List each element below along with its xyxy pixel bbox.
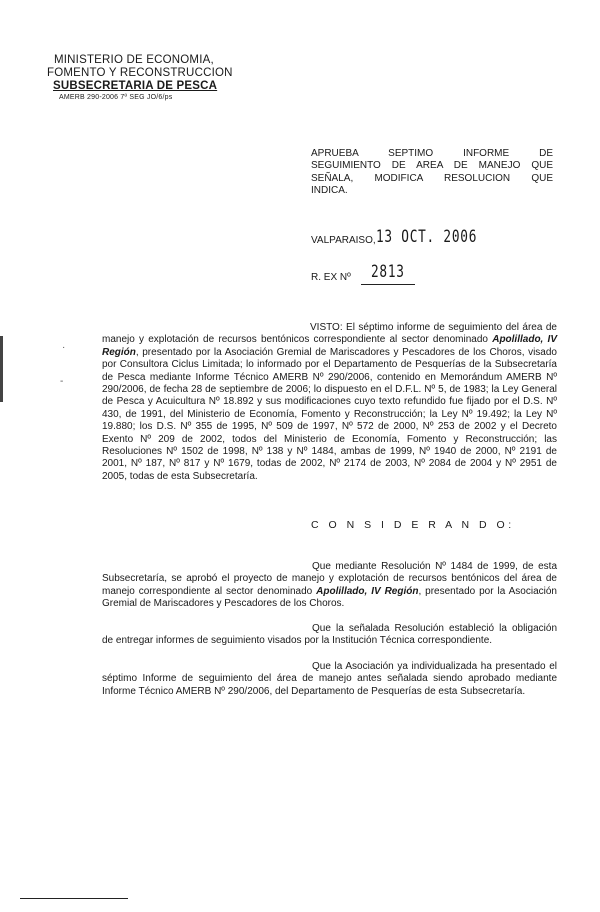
date-stamp: 13 OCT. 2006: [376, 227, 478, 247]
subject-block: APRUEBA SEPTIMO INFORME DE SEGUIMIENTO DE AREA DE MANEJO QUE SEÑALA, MODIFICA RESOLUCION QUE INDICA.: [311, 148, 553, 197]
considerando-heading: C O N S I D E R A N D O:: [311, 519, 515, 531]
considerando-3-lead: Que la Asociación ya individualizada ha presentado: [312, 661, 546, 672]
ministry-line-2: FOMENTO Y RECONSTRUCCION: [47, 67, 233, 79]
subsecretaria-line: SUBSECRETARIA DE PESCA: [53, 80, 218, 92]
considerando-3: [102, 661, 557, 698]
considerando-2: [102, 623, 557, 648]
visto-text-b: , presentado por la Asociación Gremial de Mariscadores y Pescadores de los Choros, visado por Consultora Ciclus Limitada; lo informado por el Departamento de Pesquerías de la Subsecretaría de Pesca mediante Informe Técnico AMERB Nº 290/2006, contenido en Memorándum AMERB Nº 290/2006, de fecha 28 de septiembre de 2006; lo dispuesto en el D.F.L. Nº 5, de 1983; la Ley General de Pesca y Acuicultura Nº 18.892 y sus modificaciones cuyo texto refundido fue fijado por el D.S. Nº 430, de 1991, del Ministerio de Economía, Fomento y Reconstrucción; la Ley Nº 19.492; la Ley Nº 19.880; los D.S. Nº 355 de 1995, Nº 509 de 1997, Nº 572 de 2000, Nº 253 de 2002 y el Decreto Exento Nº 209 de 2002, todos del Ministerio de Economía, Fomento y Reconstrucción; las Resoluciones Nº 1502 de 1998, Nº 138 y Nº 1484, ambas de 1999, Nº 1940 de 2000, Nº 2191 de 2001, Nº 187, Nº 817 y Nº 1679, todas de 2002, Nº 2174 de 2003, Nº 2084 de 2004 y Nº 2951 de 2005, todas de esta Subsecretaría.: [102, 346, 557, 482]
resolution-label: R. EX Nº: [311, 272, 351, 283]
visto-paragraph: [102, 322, 557, 483]
considerando-2-lead: Que la señalada Resolución estableció la obligación: [312, 623, 557, 634]
margin-mark-2: -: [60, 376, 64, 387]
date-line: [311, 229, 551, 251]
considerando-1-sector: Apolillado, IV Región: [316, 585, 419, 597]
considerando-1-text-b: , presentado por la Asociación Gremial de Mariscadores y Pescadores de los Choros.: [102, 585, 557, 610]
considerando-1-text-a: Subsecretaría, se aprobó el proyecto de manejo y explotación de recursos bentónicos del área de manejo correspondiente al sector denominado: [102, 573, 557, 597]
resolution-line: [311, 262, 551, 289]
reference-code: AMERB 290-2006 7º SEG JO/6/ps: [59, 94, 173, 101]
footer-rule: [20, 898, 128, 899]
considerando-3-text: el séptimo Informe de seguimiento del área de manejo antes señalada siendo aprobado mediante Informe Técnico AMERB Nº 290/2006, del Departamento de Pesquerías de esta Subsecretaría.: [102, 661, 557, 697]
ministry-line-1: MINISTERIO DE ECONOMIA,: [54, 54, 214, 66]
margin-mark-1: ·: [62, 342, 66, 353]
considerando-1: [102, 561, 557, 611]
visto-lead: VISTO: El séptimo informe de seguimiento del área: [310, 322, 543, 333]
visto-sector: Apolillado, IV Región: [102, 334, 557, 358]
considerando-1-lead: Que mediante Resolución Nº 1484 de 1999, de esta: [312, 561, 557, 572]
considerando-2-text: de entregar informes de seguimiento visados por la Institución Técnica correspondiente.: [102, 635, 493, 647]
scan-edge-bar: [0, 336, 3, 402]
date-place: VALPARAISO,: [311, 235, 376, 246]
resolution-underline: [361, 284, 415, 285]
resolution-number: 2813: [371, 262, 405, 282]
letterhead: [47, 54, 247, 102]
visto-text-a: de manejo y explotación de recursos bentónicos correspondiente al sector denominado: [102, 322, 557, 346]
